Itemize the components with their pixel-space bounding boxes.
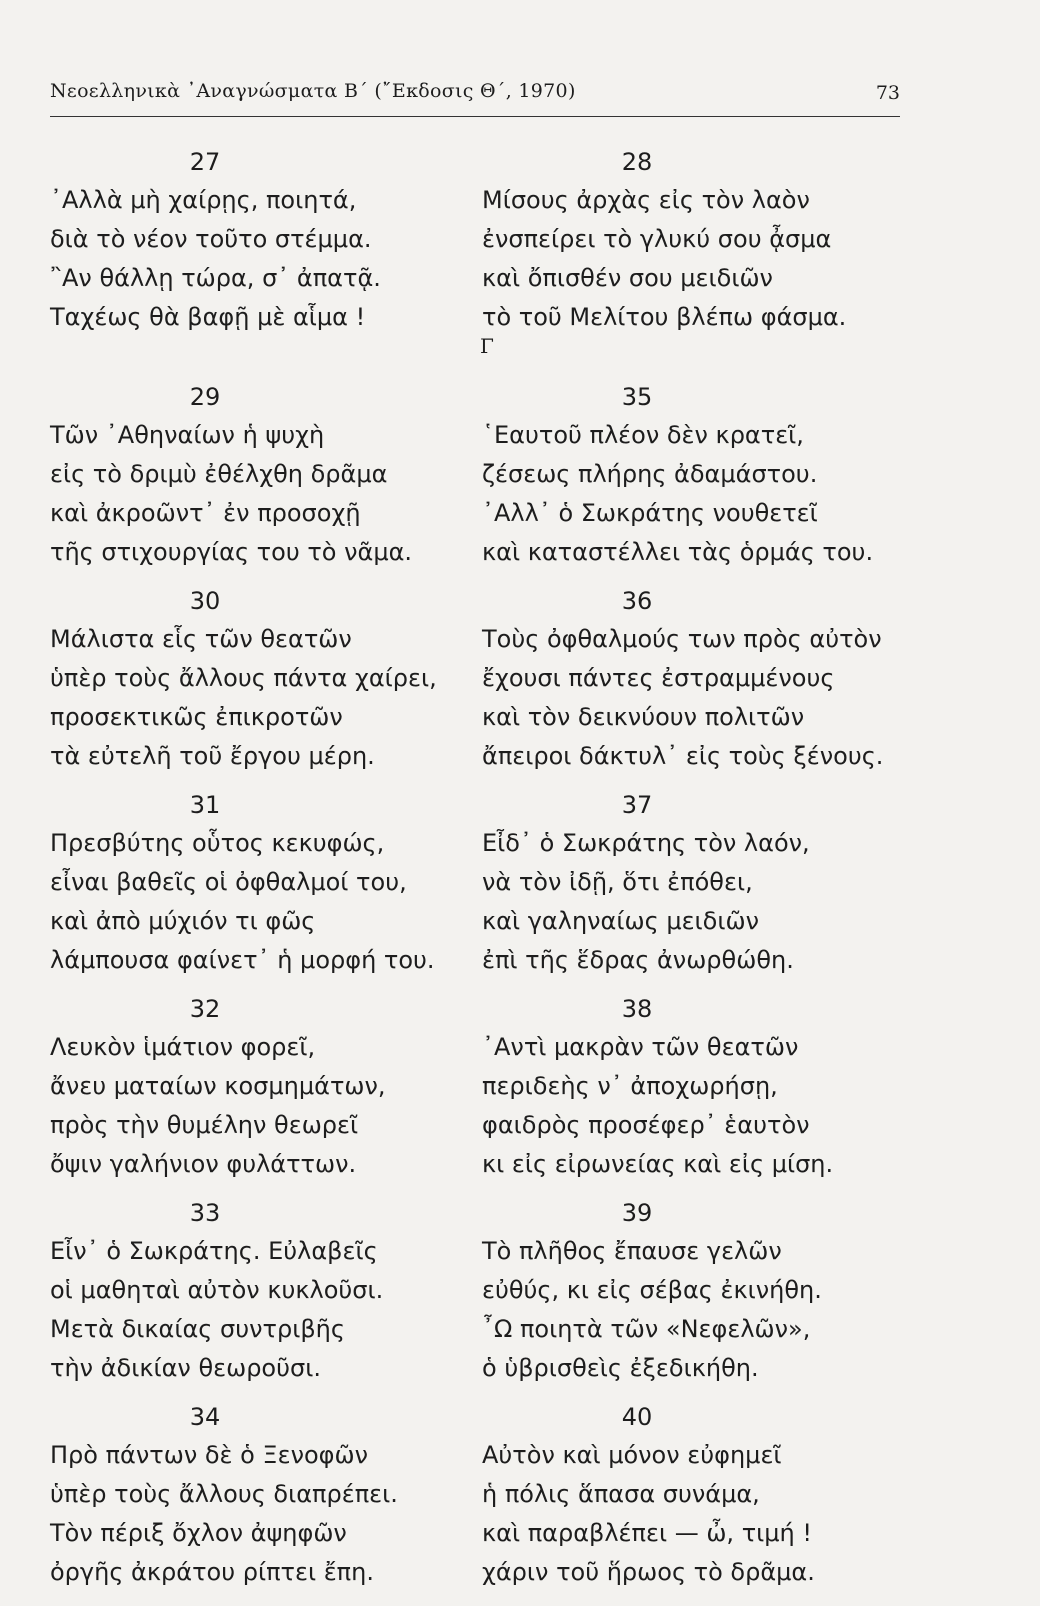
- stanza-39: [482, 1198, 902, 1402]
- stanza-number: 40: [621, 1403, 653, 1431]
- verse-line: ὄψιν γαλήνιον φυλάττων.: [50, 1150, 357, 1178]
- right-column: [482, 147, 902, 1606]
- verse-line: τὴν ἀδικίαν θεωροῦσι.: [50, 1354, 321, 1382]
- stanza-29: [50, 382, 470, 586]
- page-header: [50, 80, 900, 117]
- verse-line: Μίσους ἀρχὰς εἰς τὸν λαὸν: [482, 186, 810, 214]
- stanza-34: [50, 1402, 470, 1606]
- verse-line: Μετὰ δικαίας συντριβῆς: [50, 1315, 345, 1343]
- verse-line: τὸ τοῦ Μελίτου βλέπω φάσμα.: [482, 303, 847, 331]
- verse-line: ἐπὶ τῆς ἕδρας ἀνωρθώθη.: [482, 946, 794, 974]
- verse-line: ζέσεως πλήρης ἀδαμάστου.: [482, 460, 818, 488]
- stanza-30: [50, 586, 470, 790]
- verse-line: Αὐτὸν καὶ μόνον εὐφημεῖ: [482, 1441, 782, 1469]
- verse-line: καὶ καταστέλλει τὰς ὁρμάς του.: [482, 538, 874, 566]
- verse-line: Μάλιστα εἷς τῶν θεατῶν: [50, 625, 352, 653]
- verse-line: Τὸ πλῆθος ἔπαυσε γελῶν: [482, 1237, 782, 1265]
- verse-line: ἡ πόλις ἅπασα συνάμα,: [482, 1480, 760, 1508]
- stanza-number: 32: [189, 995, 221, 1023]
- stanza-number: 36: [621, 587, 653, 615]
- verse-line: νὰ τὸν ἰδῇ, ὅτι ἐπόθει,: [482, 868, 753, 896]
- stanza-number: 39: [621, 1199, 653, 1227]
- stanza-number: 38: [621, 995, 653, 1023]
- verse-line: καὶ τὸν δεικνύουν πολιτῶν: [482, 703, 805, 731]
- stanza-31: [50, 790, 470, 994]
- verse-line: πρὸς τὴν θυμέλην θεωρεῖ: [50, 1111, 359, 1139]
- stanza-27: [50, 147, 470, 382]
- signature-mark: Γ: [480, 334, 494, 358]
- stanza-32: [50, 994, 470, 1198]
- stanza-35: [482, 382, 902, 586]
- verse-line: εὐθύς, κι εἰς σέβας ἐκινήθη.: [482, 1276, 822, 1304]
- verse-line: ἄνευ ματαίων κοσμημάτων,: [50, 1072, 386, 1100]
- stanza-number: 28: [621, 148, 653, 176]
- verse-line: Πρεσβύτης οὗτος κεκυφώς,: [50, 829, 385, 857]
- verse-line: ὑπὲρ τοὺς ἄλλους πάντα χαίρει,: [50, 664, 437, 692]
- verse-line: Τῶν ᾿Αθηναίων ἡ ψυχὴ: [50, 421, 325, 449]
- running-head: Νεοελληνικὰ ᾿Αναγνώσματα Β΄ (῎Εκδοσις Θ΄, 1970): [50, 80, 576, 102]
- verse-line: προσεκτικῶς ἐπικροτῶν: [50, 703, 343, 731]
- stanza-40: [482, 1402, 902, 1606]
- stanza-36: [482, 586, 902, 790]
- verse-line: διὰ τὸ νέον τοῦτο στέμμα.: [50, 225, 372, 253]
- stanza-38: [482, 994, 902, 1198]
- verse-line: χάριν τοῦ ἥρωος τὸ δρᾶμα.: [482, 1558, 815, 1586]
- verse-line: καὶ ἀκροῶντ᾽ ἐν προσοχῇ: [50, 499, 361, 527]
- stanza-number: 33: [189, 1199, 221, 1227]
- verse-line: ὁ ὑβρισθεὶς ἐξεδικήθη.: [482, 1354, 759, 1382]
- verse-line: ᾿Αλλὰ μὴ χαίρῃς, ποιητά,: [50, 186, 357, 214]
- stanza-number: 27: [189, 148, 221, 176]
- verse-line: Λευκὸν ἱμάτιον φορεῖ,: [50, 1033, 316, 1061]
- stanza-37: [482, 790, 902, 994]
- verse-line: καὶ παραβλέπει — ὦ, τιμή !: [482, 1519, 812, 1547]
- verse-line: εἶναι βαθεῖς οἱ ὀφθαλμοί του,: [50, 868, 407, 896]
- verse-line: ῾Εαυτοῦ πλέον δὲν κρατεῖ,: [482, 421, 804, 449]
- stanza-number: 30: [189, 587, 221, 615]
- verse-line: Εἶδ᾽ ὁ Σωκράτης τὸν λαόν,: [482, 829, 810, 857]
- verse-line: τῆς στιχουργίας του τὸ νᾶμα.: [50, 538, 413, 566]
- verse-line: ᾿Αντὶ μακρὰν τῶν θεατῶν: [482, 1033, 799, 1061]
- verse-line: Ταχέως θὰ βαφῇ μὲ αἷμα !: [50, 303, 366, 331]
- verse-line: Τοὺς ὀφθαλμούς των πρὸς αὐτὸν: [482, 625, 882, 653]
- verse-line: οἱ μαθηταὶ αὐτὸν κυκλοῦσι.: [50, 1276, 384, 1304]
- stanza-number: 29: [189, 383, 221, 411]
- verse-line: εἰς τὸ δριμὺ ἐθέλχθη δρᾶμα: [50, 460, 388, 488]
- stanza-number: 37: [621, 791, 653, 819]
- verse-line: ᾿Αλλ᾽ ὁ Σωκράτης νουθετεῖ: [482, 499, 818, 527]
- verse-line: καὶ γαληναίως μειδιῶν: [482, 907, 759, 935]
- verse-line: λάμπουσα φαίνετ᾽ ἡ μορφή του.: [50, 946, 435, 974]
- verse-line: ὀργῆς ἀκράτου ρίπτει ἔπη.: [50, 1558, 374, 1586]
- verse-line: Εἶν᾽ ὁ Σωκράτης. Εὐλαβεῖς: [50, 1237, 378, 1265]
- stanza-33: [50, 1198, 470, 1402]
- stanza-number: 35: [621, 383, 653, 411]
- verse-line: Πρὸ πάντων δὲ ὁ Ξενοφῶν: [50, 1441, 369, 1469]
- page-number: 73: [875, 82, 900, 104]
- verse-line: ῏Ω ποιητὰ τῶν «Νεφελῶν»,: [482, 1315, 811, 1343]
- stanza-28: [482, 147, 902, 382]
- verse-line: Τὸν πέριξ ὄχλον ἀψηφῶν: [50, 1519, 347, 1547]
- verse-line: φαιδρὸς προσέφερ᾽ ἑαυτὸν: [482, 1111, 810, 1139]
- left-column: [50, 147, 470, 1606]
- verse-line: ἄπειροι δάκτυλ᾽ εἰς τοὺς ξένους.: [482, 742, 884, 770]
- verse-line: τὰ εὐτελῆ τοῦ ἔργου μέρη.: [50, 742, 375, 770]
- stanza-number: 31: [189, 791, 221, 819]
- verse-line: καὶ ἀπὸ μύχιόν τι φῶς: [50, 907, 316, 935]
- verse-line: καὶ ὄπισθέν σου μειδιῶν: [482, 264, 773, 292]
- stanza-number: 34: [189, 1403, 221, 1431]
- verse-line: ῍Αν θάλλῃ τώρα, σ᾽ ἀπατᾷ.: [50, 264, 381, 292]
- verse-line: ἔχουσι πάντες ἐστραμμένους: [482, 664, 835, 692]
- verse-line: ὑπὲρ τοὺς ἄλλους διαπρέπει.: [50, 1480, 398, 1508]
- verse-line: περιδεὴς ν᾽ ἀποχωρήσῃ,: [482, 1072, 778, 1100]
- verse-line: κι εἰς εἰρωνείας καὶ εἰς μίση.: [482, 1150, 834, 1178]
- verse-line: ἐνσπείρει τὸ γλυκύ σου ᾆσμα: [482, 225, 832, 253]
